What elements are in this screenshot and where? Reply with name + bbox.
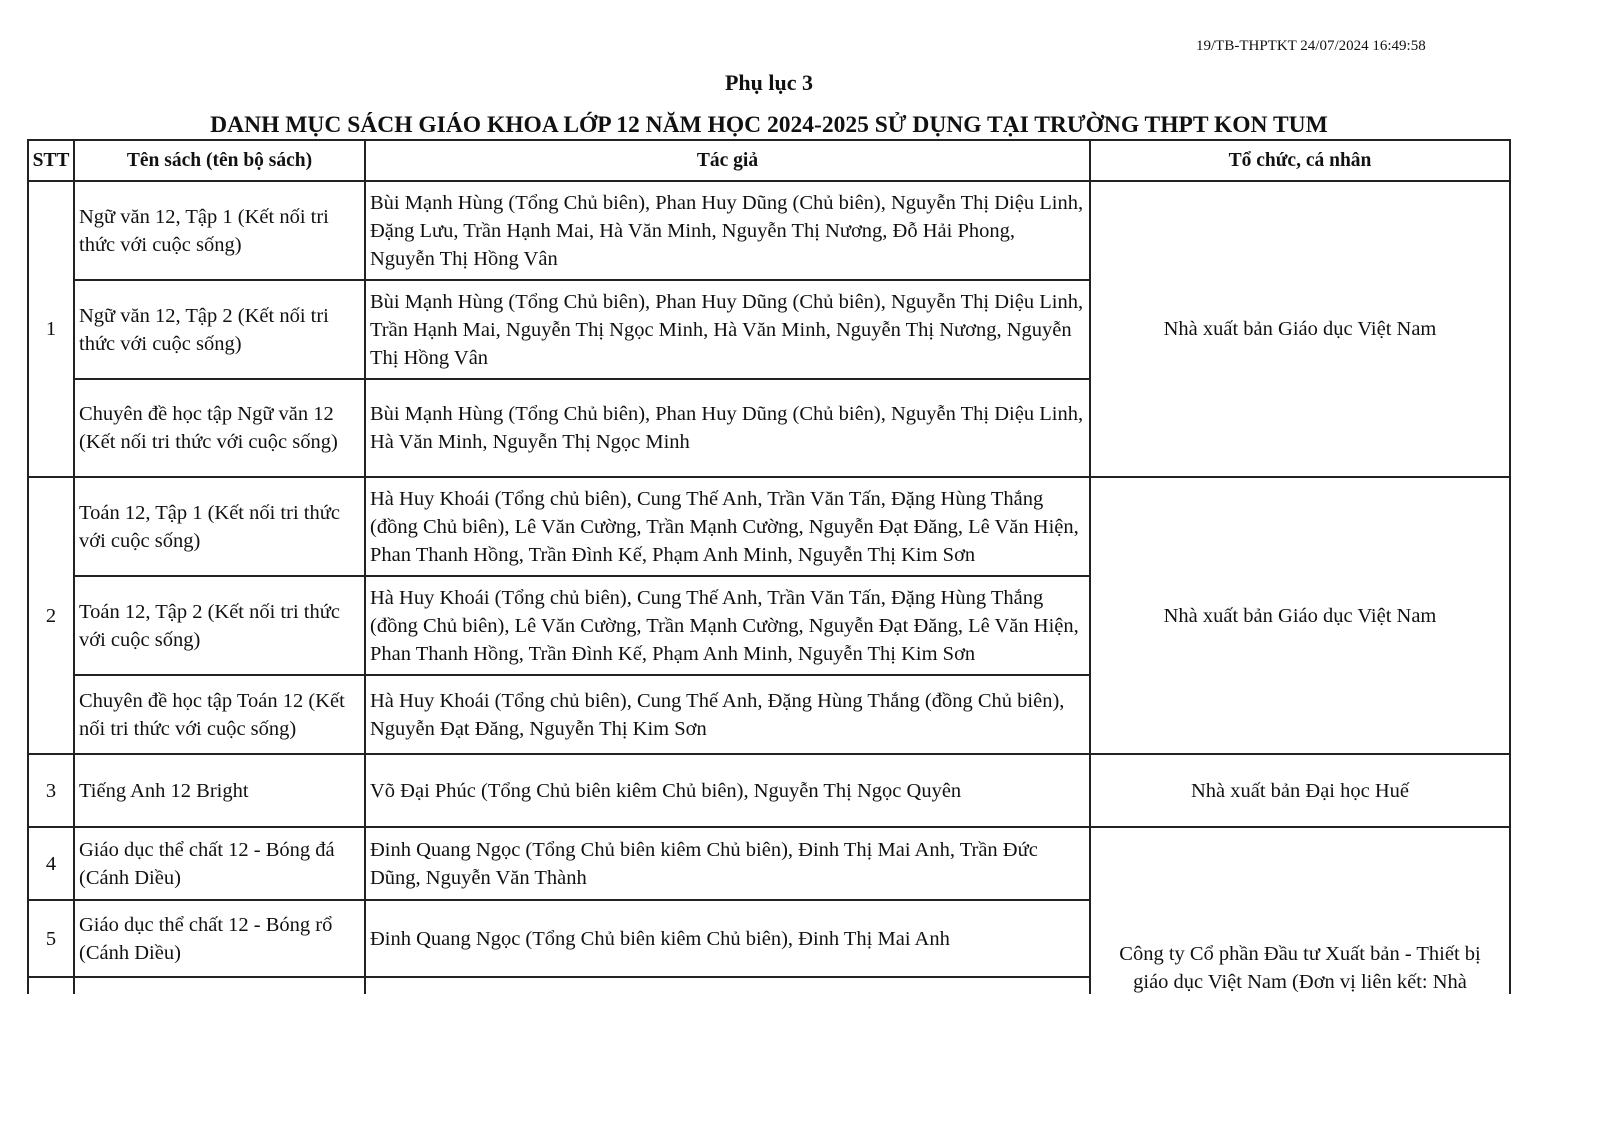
stt-cell: 5 bbox=[28, 900, 74, 977]
header-org: Tổ chức, cá nhân bbox=[1090, 140, 1510, 181]
book-cell: Giáo dục thể chất 12 - Bóng rổ (Cánh Diều) bbox=[74, 900, 365, 977]
author-cell: Hà Huy Khoái (Tổng chủ biên), Cung Thế Anh, Trần Văn Tấn, Đặng Hùng Thắng (đồng Chủ biên), Lê Văn Cường, Trần Mạnh Cường, Nguyễn Đạt Đăng, Lê Văn Hiện, Phan Thanh Hồng, Trần Đình Kế, Phạm Anh Minh, Nguyễn Thị Kim Sơn bbox=[365, 576, 1090, 675]
book-cell: Chuyên đề học tập Toán 12 (Kết nối tri thức với cuộc sống) bbox=[74, 675, 365, 754]
stt-cell: 2 bbox=[28, 477, 74, 754]
book-cell: Toán 12, Tập 2 (Kết nối tri thức với cuộc sống) bbox=[74, 576, 365, 675]
org-cell: Nhà xuất bản Giáo dục Việt Nam bbox=[1090, 477, 1510, 754]
stt-cell: 4 bbox=[28, 827, 74, 900]
document-title: DANH MỤC SÁCH GIÁO KHOA LỚP 12 NĂM HỌC 2024-2025 SỬ DỤNG TẠI TRƯỜNG THPT KON TUM bbox=[210, 112, 1328, 138]
document-reference: 19/TB-THPTKT 24/07/2024 16:49:58 bbox=[1196, 38, 1426, 54]
table-row bbox=[28, 477, 1510, 576]
table-row bbox=[28, 754, 1510, 827]
header-book: Tên sách (tên bộ sách) bbox=[74, 140, 365, 181]
org-cell: Công ty Cổ phần Đầu tư Xuất bản - Thiết bị giáo dục Việt Nam (Đơn vị liên kết: Nhà bbox=[1090, 827, 1510, 994]
author-cell: Võ Đại Phúc (Tổng Chủ biên kiêm Chủ biên), Nguyễn Thị Ngọc Quyên bbox=[365, 754, 1090, 827]
header-author: Tác giả bbox=[365, 140, 1090, 181]
org-cell: Nhà xuất bản Giáo dục Việt Nam bbox=[1090, 181, 1510, 477]
book-cell bbox=[74, 977, 365, 994]
stt-cell bbox=[28, 977, 74, 994]
org-cell: Nhà xuất bản Đại học Huế bbox=[1090, 754, 1510, 827]
author-cell: Hà Huy Khoái (Tổng chủ biên), Cung Thế Anh, Đặng Hùng Thắng (đồng Chủ biên), Nguyễn Đạt Đăng, Nguyễn Thị Kim Sơn bbox=[365, 675, 1090, 754]
author-cell: Bùi Mạnh Hùng (Tổng Chủ biên), Phan Huy Dũng (Chủ biên), Nguyễn Thị Diệu Linh, Hà Văn Minh, Nguyễn Thị Ngọc Minh bbox=[365, 379, 1090, 477]
book-cell: Ngữ văn 12, Tập 2 (Kết nối tri thức với cuộc sống) bbox=[74, 280, 365, 379]
author-cell: Đinh Quang Ngọc (Tổng Chủ biên kiêm Chủ biên), Đinh Thị Mai Anh bbox=[365, 900, 1090, 977]
book-cell: Ngữ văn 12, Tập 1 (Kết nối tri thức với cuộc sống) bbox=[74, 181, 365, 280]
table-row bbox=[28, 181, 1510, 280]
appendix-heading: Phụ lục 3 bbox=[724, 70, 814, 95]
author-cell bbox=[365, 977, 1090, 994]
book-cell: Toán 12, Tập 1 (Kết nối tri thức với cuộc sống) bbox=[74, 477, 365, 576]
textbook-table bbox=[27, 139, 1511, 994]
author-cell: Đinh Quang Ngọc (Tổng Chủ biên kiêm Chủ biên), Đinh Thị Mai Anh, Trần Đức Dũng, Nguyễn Văn Thành bbox=[365, 827, 1090, 900]
author-cell: Hà Huy Khoái (Tổng chủ biên), Cung Thế Anh, Trần Văn Tấn, Đặng Hùng Thắng (đồng Chủ biên), Lê Văn Cường, Trần Mạnh Cường, Nguyễn Đạt Đăng, Lê Văn Hiện, Phan Thanh Hồng, Trần Đình Kế, Phạm Anh Minh, Nguyễn Thị Kim Sơn bbox=[365, 477, 1090, 576]
author-cell: Bùi Mạnh Hùng (Tổng Chủ biên), Phan Huy Dũng (Chủ biên), Nguyễn Thị Diệu Linh, Trần Hạnh Mai, Nguyễn Thị Ngọc Minh, Hà Văn Minh, Nguyễn Thị Nương, Nguyễn Thị Hồng Vân bbox=[365, 280, 1090, 379]
table-header-row bbox=[28, 140, 1510, 181]
stt-cell: 1 bbox=[28, 181, 74, 477]
table-row bbox=[28, 827, 1510, 900]
book-cell: Tiếng Anh 12 Bright bbox=[74, 754, 365, 827]
book-cell: Giáo dục thể chất 12 - Bóng đá (Cánh Diều) bbox=[74, 827, 365, 900]
stt-cell: 3 bbox=[28, 754, 74, 827]
book-cell: Chuyên đề học tập Ngữ văn 12 (Kết nối tri thức với cuộc sống) bbox=[74, 379, 365, 477]
header-stt: STT bbox=[28, 140, 74, 181]
author-cell: Bùi Mạnh Hùng (Tổng Chủ biên), Phan Huy Dũng (Chủ biên), Nguyễn Thị Diệu Linh, Đặng Lưu, Trần Hạnh Mai, Hà Văn Minh, Nguyễn Thị Nương, Đỗ Hải Phong, Nguyễn Thị Hồng Vân bbox=[365, 181, 1090, 280]
